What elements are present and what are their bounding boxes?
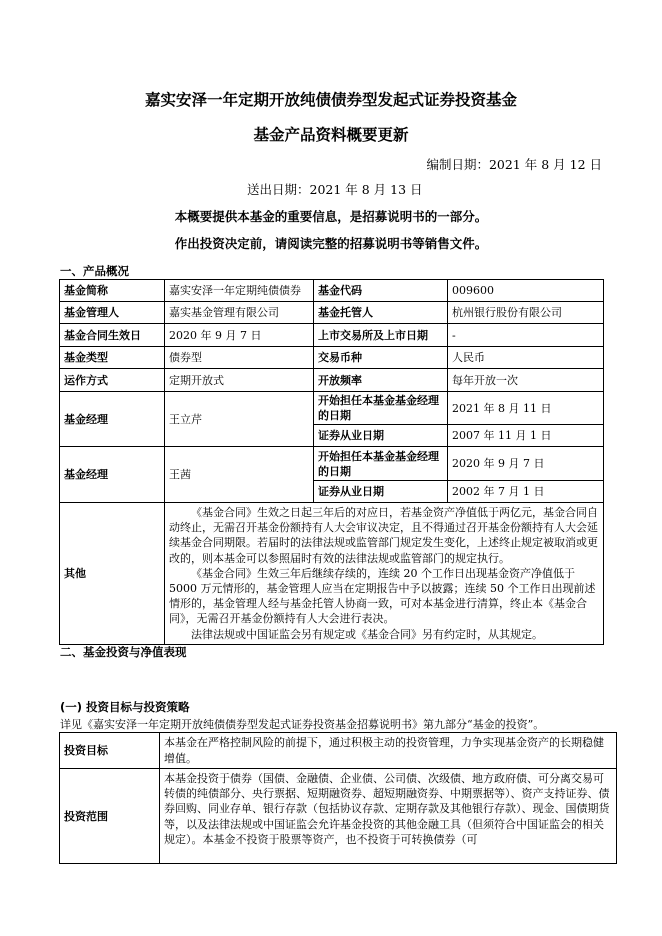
operation-value: 定期开放式	[165, 369, 314, 392]
scope-value: 本基金投资于债券（国债、金融债、企业债、公司债、次级债、地方政府债、可分离交易可转债的纯债部分、央行票据、短期融资券、超短期融资券、中期票据等）、资产支持证券、债券回购、同业存单、银行存款（包括协议存款、定期存款及其他银行存款）、现金、国债期货等，以及法律法规或中国证监会允许基金投资的其他金融工具（但须符合中国证监会的相关规定）。本基金不投资于股票等资产，也不投资于可转换债券（可	[160, 769, 617, 864]
investment-table	[59, 732, 617, 864]
pm2-label: 基金经理	[60, 447, 165, 503]
pm1-value: 王立芹	[165, 392, 314, 447]
document-title: 嘉实安泽一年定期开放纯债债券型发起式证券投资基金	[144, 91, 517, 109]
fund-type-label: 基金类型	[60, 347, 165, 369]
section-heading-investment: 二、基金投资与净值表现	[60, 645, 187, 659]
currency-value: 人民币	[448, 347, 604, 369]
operation-label: 运作方式	[60, 369, 165, 392]
pm2-start-value: 2020 年 9 月 7 日	[448, 447, 604, 481]
objective-label: 投资目标	[60, 733, 160, 769]
pm1-start-label: 开始担任本基金基金经理的日期	[314, 392, 448, 425]
pm2-cert-value: 2002 年 7 月 1 日	[448, 481, 604, 503]
section-heading-overview: 一、产品概况	[60, 264, 129, 278]
manager-value: 嘉实基金管理有限公司	[165, 302, 314, 324]
pm2-value: 王茜	[165, 447, 314, 503]
compile-date: 编制日期：2021 年 8 月 12 日	[426, 157, 602, 172]
frequency-value: 每年开放一次	[448, 369, 604, 392]
pm2-cert-label: 证券从业日期	[314, 481, 448, 503]
manager-label: 基金管理人	[60, 302, 165, 324]
frequency-label: 开放频率	[314, 369, 448, 392]
other-paragraph-3: 法律法规或中国证监会另有规定或《基金合同》另有约定时，从其规定。	[191, 627, 543, 641]
custodian-label: 基金托管人	[314, 302, 448, 324]
effective-value: 2020 年 9 月 7 日	[165, 324, 314, 347]
strategy-note: 详见《嘉实安泽一年定期开放纯债债券型发起式证券投资基金招募说明书》第九部分“基金的投资”。	[60, 718, 545, 731]
overview-table	[59, 279, 604, 645]
fund-abbr-label: 基金简称	[60, 280, 165, 302]
scope-label: 投资范围	[60, 769, 160, 864]
other-paragraph-1: 《基金合同》生效之日起三年后的对应日，若基金资产净值低于两亿元，基金合同自动终止，无需召开基金份额持有人大会审议决定，且不得通过召开基金份额持有人大会延续基金合同期限。若届时的法律法规或监管部门规定发生变化，上述终止规定被取消或更改的，则本基金可以参照届时有效的法律法规或监管部门的规定执行。	[169, 506, 598, 565]
objective-value: 本基金在严格控制风险的前提下，通过积极主动的投资管理，力争实现基金资产的长期稳健增值。	[160, 733, 617, 769]
pm1-cert-label: 证券从业日期	[314, 425, 448, 447]
custodian-value: 杭州银行股份有限公司	[448, 302, 604, 324]
pm1-cert-value: 2007 年 11 月 1 日	[448, 425, 604, 447]
fund-type-value: 债券型	[165, 347, 314, 369]
notice-2: 作出投资决定前，请阅读完整的招募说明书等销售文件。	[174, 236, 488, 251]
fund-abbr-value: 嘉实安泽一年定期纯债债券	[165, 280, 314, 302]
send-date: 送出日期：2021 年 8 月 13 日	[247, 182, 423, 197]
effective-label: 基金合同生效日	[60, 324, 165, 347]
notice-1: 本概要提供本基金的重要信息，是招募说明书的一部分。	[174, 209, 488, 224]
currency-label: 交易币种	[314, 347, 448, 369]
other-paragraph-2: 《基金合同》生效三年后继续存续的，连续 20 个工作日出现基金资产净值低于 5000 万元情形的，基金管理人应当在定期报告中予以披露；连续 50 个工作日出现前述情形的，基金管理人经与基金托管人协商一致，可对本基金进行清算，终止本《基金合同》，无需召开基金份额持有人大会进行表决。	[169, 566, 596, 626]
subsection-heading-strategy: (一) 投资目标与投资策略	[60, 700, 190, 714]
fund-code-label: 基金代码	[314, 280, 448, 302]
listing-label: 上市交易所及上市日期	[314, 324, 448, 347]
pm2-start-label: 开始担任本基金基金经理的日期	[314, 447, 448, 481]
pm1-label: 基金经理	[60, 392, 165, 447]
other-label: 其他	[60, 503, 165, 645]
listing-value: -	[448, 324, 604, 347]
pm1-start-value: 2021 年 8 月 11 日	[448, 392, 604, 425]
other-content	[165, 503, 604, 645]
fund-code-value: 009600	[448, 280, 604, 302]
document-subtitle: 基金产品资料概要更新	[253, 126, 409, 144]
